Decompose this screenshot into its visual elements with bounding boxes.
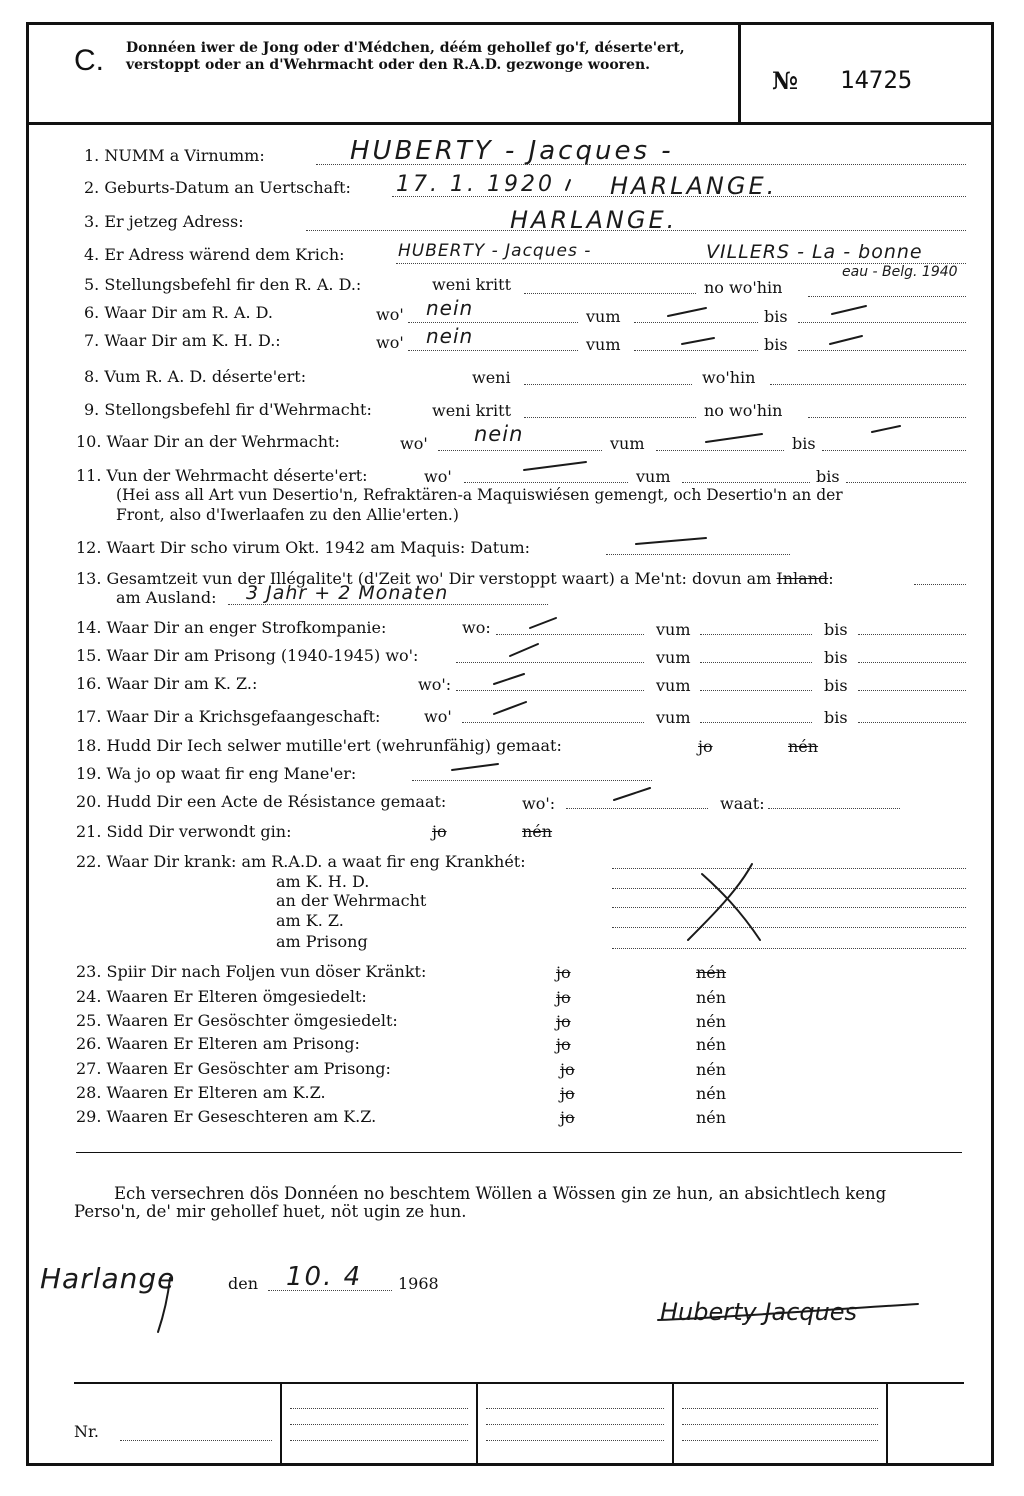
strof-from-field[interactable]: [700, 634, 812, 635]
footer-col3-row3[interactable]: [486, 1440, 664, 1441]
row-number: 4.: [84, 245, 100, 264]
row-21: [76, 822, 291, 841]
hw-date: 10. 4: [286, 1262, 363, 1292]
row-17-c: bis: [824, 708, 848, 727]
row-11-c: bis: [816, 467, 840, 486]
row-5-b: no wo'hin: [704, 278, 783, 297]
row-number: 23.: [76, 962, 102, 981]
row-label: Waar Dir am K. H. D.:: [104, 331, 281, 350]
row-22-sub-3: am K. Z.: [276, 911, 344, 930]
section-header-text: Donnéen iwer de Jong oder d'Médchen, déém gehollef go'f, déserte'ert, verstoppt oder an d'Wehrmacht oder den R.A.D. gezwonge wooren.: [126, 40, 685, 73]
row-2: [84, 178, 351, 197]
row-21-yes[interactable]: jo: [432, 822, 447, 841]
illness-prison-field[interactable]: [612, 948, 966, 949]
manner-field[interactable]: [412, 780, 652, 781]
row-number: 15.: [76, 646, 102, 665]
row-label: Waaren Er Gesöschter am Prisong:: [106, 1059, 391, 1078]
wm-desert-from-field[interactable]: [682, 482, 810, 483]
row-label: Sidd Dir verwondt gin:: [106, 822, 292, 841]
row-22-sub-1: am K. H. D.: [276, 872, 370, 891]
footer-col4-row1[interactable]: [682, 1408, 878, 1409]
hw-address: HARLANGE.: [510, 206, 678, 234]
row-27-no[interactable]: nén: [696, 1060, 727, 1079]
illness-rad-field[interactable]: [612, 868, 966, 869]
row-6-c: bis: [764, 307, 788, 326]
row-13-struck: Inland: [776, 569, 829, 588]
footer-nr-field[interactable]: [120, 1440, 272, 1441]
row-label: Hudd Dir Iech selwer mutille'ert (wehrunfähig) gemaat:: [106, 736, 562, 755]
row-8-b: wo'hin: [702, 368, 756, 387]
row-29-yes[interactable]: jo: [560, 1108, 575, 1127]
pow-to-field[interactable]: [858, 722, 966, 723]
row-15-a: wo':: [385, 646, 419, 665]
row-7-a: wo': [376, 333, 404, 352]
row-8: [84, 367, 306, 386]
row-17-b: vum: [656, 708, 691, 727]
row-22: [76, 852, 526, 871]
prison-from-field[interactable]: [700, 662, 812, 663]
hw-abroad: 3 Jahr + 2 Monaten: [246, 582, 449, 604]
year-label: 1968: [398, 1274, 439, 1293]
row-number: 12.: [76, 538, 102, 557]
row-label: Er jetzeg Adress:: [104, 212, 244, 231]
hw-war-address-place2: eau - Belg. 1940: [842, 264, 958, 280]
row-label: Stellungsbefehl fir den R. A. D.:: [104, 275, 362, 294]
row-24: [76, 987, 367, 1006]
row-9: [84, 400, 372, 419]
row-14-a: wo:: [462, 618, 491, 637]
row-number: 5.: [84, 275, 100, 294]
row-7-c: bis: [764, 335, 788, 354]
row-20-b: waat:: [720, 794, 765, 813]
row-16-b: vum: [656, 676, 691, 695]
row-12-a: Datum:: [470, 538, 531, 557]
row-28: [76, 1083, 326, 1102]
row-7: [84, 331, 281, 350]
row-label: Waar Dir krank: am R.A.D. a waat fir eng Krankhét:: [106, 852, 526, 871]
row-8-a: weni: [472, 368, 511, 387]
row-number: 9.: [84, 400, 100, 419]
wm-desert-where-field[interactable]: [464, 482, 628, 483]
wm-order-place-field[interactable]: [808, 417, 966, 418]
signature: Huberty Jacques: [660, 1298, 858, 1326]
wm-order-date-field[interactable]: [524, 417, 696, 418]
declaration-rule: [76, 1152, 962, 1153]
rad-order-date-field[interactable]: [524, 293, 696, 294]
row-25: [76, 1011, 398, 1030]
wm-desert-to-field[interactable]: [846, 482, 966, 483]
row-7-b: vum: [586, 335, 621, 354]
row-27: [76, 1059, 391, 1078]
strof-where-field[interactable]: [496, 634, 644, 635]
row-label: Vum R. A. D. déserte'ert:: [104, 367, 307, 386]
row-26: [76, 1034, 360, 1053]
footer-col2-row3[interactable]: [290, 1440, 468, 1441]
row-number: 18.: [76, 736, 102, 755]
row-number: 21.: [76, 822, 102, 841]
row-17-a: wo': [424, 707, 452, 726]
row-22-sub-2: an der Wehrmacht: [276, 891, 427, 910]
row-16-c: bis: [824, 676, 848, 695]
row-5: [84, 275, 361, 294]
row-label: Waar Dir am R. A. D.: [104, 303, 273, 322]
row-28-yes[interactable]: jo: [560, 1084, 575, 1103]
row-number: 17.: [76, 707, 102, 726]
row-9-b: no wo'hin: [704, 401, 783, 420]
header-divider: [738, 22, 741, 122]
row-label: Spiir Dir nach Foljen vun döser Kränkt:: [106, 962, 427, 981]
row-12: [76, 538, 530, 557]
resistance-where-field[interactable]: [566, 808, 708, 809]
row-23-no[interactable]: nén: [696, 963, 727, 982]
inland-field[interactable]: [914, 584, 966, 585]
footer-divider-3: [672, 1382, 674, 1466]
row-20-a: wo':: [522, 794, 556, 813]
illness-kz-field[interactable]: [612, 927, 966, 928]
footer-col4-row2[interactable]: [682, 1424, 878, 1425]
row-number: 28.: [76, 1083, 102, 1102]
row-26-no[interactable]: nén: [696, 1035, 727, 1054]
row-label: Waart Dir scho virum Okt. 1942 am Maquis:: [106, 538, 466, 557]
hw-place: Harlange: [40, 1262, 176, 1295]
row-number: 27.: [76, 1059, 102, 1078]
khd-from-field[interactable]: [634, 350, 758, 351]
row-label: Waaren Er Gesöschter ömgesiedelt:: [106, 1011, 398, 1030]
row-18-no[interactable]: nén: [788, 737, 819, 756]
row-23: [76, 962, 426, 981]
row-16: [76, 674, 257, 693]
row-6: [84, 303, 273, 322]
row-label: Vun der Wehrmacht déserte'ert:: [106, 466, 368, 485]
footer-nr-label: Nr.: [74, 1422, 99, 1441]
row-number: 13.: [76, 569, 102, 588]
row-25-yes[interactable]: jo: [556, 1012, 571, 1031]
row-number: 14.: [76, 618, 102, 637]
form-number: 14725: [840, 66, 913, 94]
den-label: den: [228, 1274, 259, 1293]
maquis-date-field[interactable]: [606, 554, 790, 555]
row-number: 8.: [84, 367, 100, 386]
row-number: 2.: [84, 178, 100, 197]
rad-desert-place-field[interactable]: [770, 384, 966, 385]
pow-from-field[interactable]: [700, 722, 812, 723]
prison-where-field[interactable]: [456, 662, 644, 663]
hw-rad-where: nein: [426, 296, 474, 320]
row-number: 10.: [76, 432, 102, 451]
row-number: 29.: [76, 1107, 102, 1126]
row-label: Hudd Dir een Acte de Résistance gemaat:: [106, 792, 447, 811]
row-14-b: vum: [656, 620, 691, 639]
row-10-c: bis: [792, 434, 816, 453]
resistance-what-field[interactable]: [768, 808, 900, 809]
row-number: 19.: [76, 764, 102, 783]
illness-wm-field[interactable]: [612, 907, 966, 908]
footer-divider-4: [886, 1382, 888, 1466]
hw-birth-date: 17. 1. 1920: [396, 172, 555, 197]
row-label: Waar Dir am Prisong (1940-1945): [106, 646, 381, 665]
row-10-b: vum: [610, 434, 645, 453]
row-14: [76, 618, 386, 637]
row-10: [76, 432, 340, 451]
row-18: [76, 736, 562, 755]
row-28-no[interactable]: nén: [696, 1084, 727, 1103]
row-1: [84, 146, 265, 165]
row-label: Wa jo op waat fir eng Mane'er:: [106, 764, 357, 783]
footer-col3-row2[interactable]: [486, 1424, 664, 1425]
kz-from-field[interactable]: [700, 690, 812, 691]
row-21-no[interactable]: nén: [522, 822, 553, 841]
row-13-line-2: am Ausland:: [116, 588, 217, 607]
row-label: Gesamtzeit vun der Illégalite't (d'Zeit wo' Dir verstoppt waart) a Me'nt: dovun am: [106, 569, 772, 588]
rad-where-field[interactable]: [408, 322, 578, 323]
row-label: Waar Dir a Krichsgefaangeschaft:: [106, 707, 381, 726]
row-number: 16.: [76, 674, 102, 693]
rad-desert-date-field[interactable]: [524, 384, 692, 385]
row-number: 26.: [76, 1034, 102, 1053]
prison-to-field[interactable]: [858, 662, 966, 663]
hw-war-address-name: HUBERTY - Jacques -: [398, 241, 592, 261]
row-label: Waaren Er Geseschteren am K.Z.: [106, 1107, 377, 1126]
row-6-a: wo': [376, 305, 404, 324]
row-label: Waaren Er Elteren ömgesiedelt:: [106, 987, 367, 1006]
row-3: [84, 212, 244, 231]
row-11-note-1: (Hei ass all Art vun Desertio'n, Refraktären-a Maquiswiésen gemengt, och Desertio'n an der: [116, 486, 843, 504]
row-25-no[interactable]: nén: [696, 1012, 727, 1031]
row-label: Waaren Er Elteren am K.Z.: [106, 1083, 326, 1102]
row-number: 7.: [84, 331, 100, 350]
row-5-a: weni kritt: [432, 275, 511, 294]
wm-to-field[interactable]: [822, 450, 966, 451]
wm-from-field[interactable]: [656, 450, 784, 451]
row-number: 3.: [84, 212, 100, 231]
row-23-yes[interactable]: jo: [556, 963, 571, 982]
footer-divider-2: [476, 1382, 478, 1466]
row-label: Waar Dir am K. Z.:: [106, 674, 258, 693]
footer-col3-row1[interactable]: [486, 1408, 664, 1409]
row-27-yes[interactable]: jo: [560, 1060, 575, 1079]
row-number: 22.: [76, 852, 102, 871]
row-24-no[interactable]: nén: [696, 988, 727, 1007]
khd-where-field[interactable]: [408, 350, 578, 351]
footer-col2-row2[interactable]: [290, 1424, 468, 1425]
hw-war-address-place: VILLERS - La - bonne: [706, 241, 923, 263]
footer-rule: [74, 1382, 964, 1384]
row-label: Waar Dir an enger Strofkompanie:: [106, 618, 387, 637]
abroad-field[interactable]: [228, 604, 548, 605]
row-label: Stellongsbefehl fir d'Wehrmacht:: [104, 400, 372, 419]
row-label: Waar Dir an der Wehrmacht:: [106, 432, 340, 451]
strof-to-field[interactable]: [858, 634, 966, 635]
row-11-b: vum: [636, 467, 671, 486]
row-20: [76, 792, 446, 811]
pow-where-field[interactable]: [462, 722, 644, 723]
hw-birth-place: HARLANGE.: [610, 172, 778, 200]
row-number: 1.: [84, 146, 100, 165]
row-24-yes[interactable]: jo: [556, 988, 571, 1007]
row-number: 20.: [76, 792, 102, 811]
wm-where-field[interactable]: [438, 450, 602, 451]
row-4: [84, 245, 345, 264]
row-26-yes[interactable]: jo: [556, 1035, 571, 1054]
row-22-sub-4: am Prisong: [276, 932, 368, 951]
row-18-yes[interactable]: jo: [698, 737, 713, 756]
khd-to-field[interactable]: [798, 350, 966, 351]
illness-khd-field[interactable]: [612, 888, 966, 889]
row-label: Geburts-Datum an Uertschaft:: [104, 178, 351, 197]
footer-col2-row1[interactable]: [290, 1408, 468, 1409]
rad-to-field[interactable]: [798, 322, 966, 323]
row-13: 13. Gesamtzeit vun der Illégalite't (d'Zeit wo' Dir verstoppt waart) a Me'nt: dovun am Inland:: [76, 569, 834, 588]
row-11-note-2: Front, also d'Iwerlaafen zu den Allie'erten.): [116, 506, 459, 524]
row-number: 6.: [84, 303, 100, 322]
row-17: [76, 707, 380, 726]
row-label: NUMM a Virnumm:: [104, 146, 265, 165]
footer-divider-1: [280, 1382, 282, 1466]
form-number-sign: №: [772, 66, 799, 95]
row-label: Er Adress wärend dem Krich:: [104, 245, 345, 264]
row-15-c: bis: [824, 648, 848, 667]
hw-khd-where: nein: [426, 324, 474, 348]
header-bottom-rule: [29, 122, 991, 125]
row-10-a: wo': [400, 434, 428, 453]
rad-order-place-field[interactable]: [808, 296, 966, 297]
rad-from-field[interactable]: [634, 322, 758, 323]
row-14-c: bis: [824, 620, 848, 639]
row-6-b: vum: [586, 307, 621, 326]
section-letter: C.: [74, 44, 104, 77]
kz-to-field[interactable]: [858, 690, 966, 691]
row-29-no[interactable]: nén: [696, 1108, 727, 1127]
hw-name: HUBERTY - Jacques -: [350, 136, 674, 166]
row-15-b: vum: [656, 648, 691, 667]
declaration-line-1: Ech versechren dös Donnéen no beschtem Wöllen a Wössen gin ze hun, an absichtlech keng: [114, 1184, 887, 1203]
row-11-a: wo': [424, 467, 452, 486]
kz-where-field[interactable]: [456, 690, 644, 691]
row-19: [76, 764, 356, 783]
row-number: 11.: [76, 466, 102, 485]
row-number: 25.: [76, 1011, 102, 1030]
row-15: [76, 646, 418, 665]
hw-wehrmacht-where: nein: [474, 422, 524, 446]
row-number: 24.: [76, 987, 102, 1006]
row-9-a: weni kritt: [432, 401, 511, 420]
row-11: [76, 466, 368, 485]
row-label: Waaren Er Elteren am Prisong:: [106, 1034, 360, 1053]
footer-col4-row3[interactable]: [682, 1440, 878, 1441]
declaration-line-2: Perso'n, de' mir gehollef huet, nöt ugin ze hun.: [74, 1202, 467, 1221]
row-29: [76, 1107, 376, 1126]
row-16-a: wo':: [418, 675, 452, 694]
